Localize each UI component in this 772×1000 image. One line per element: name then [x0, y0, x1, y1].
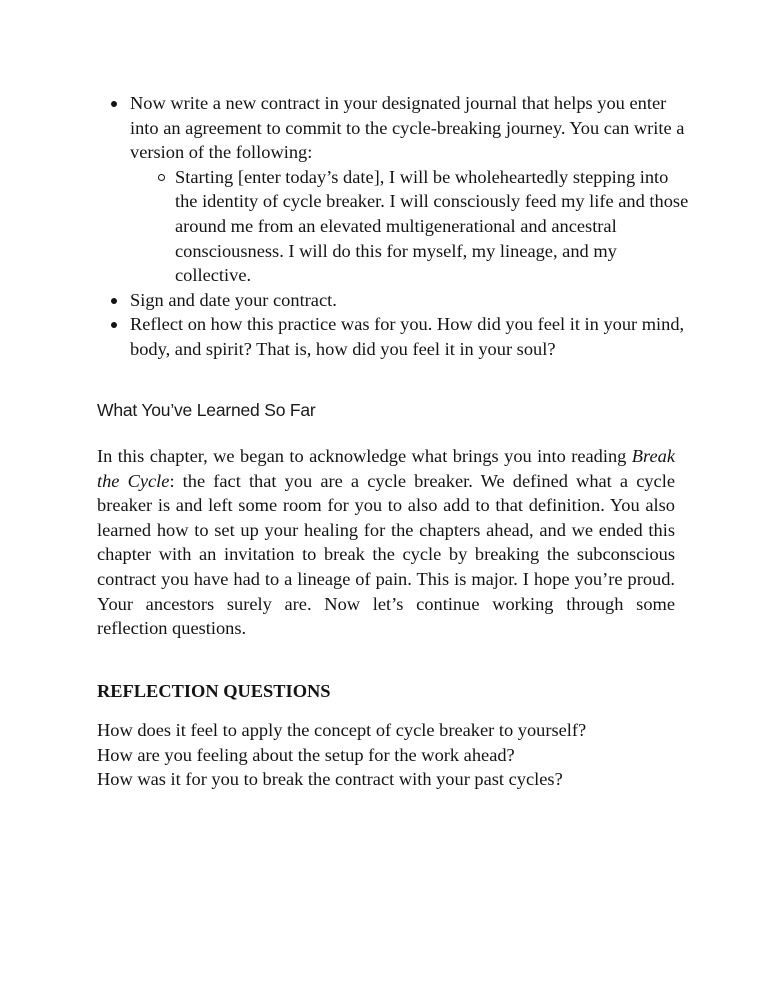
question-line: How was it for you to break the contract with your past cycles?	[97, 769, 563, 790]
paragraph-text-start: In this chapter, we began to acknowledge what brings you into reading	[97, 446, 632, 466]
sub-list-item	[155, 165, 690, 288]
paragraph-text-end: : the fact that you are a cycle breaker. We defined what a cycle breaker is and left some room for you to also add to that definition. You also learned how to set up your healing for the chapters ahead, and we ended this chapter with an invitation to break the cycle by breaking the subconscious contract you have had to a lineage of pain. This is major. I hope you’re proud. Your ancestors surely are. Now let’s continue working through some reflection questions.	[97, 470, 675, 639]
list-item	[110, 312, 690, 361]
question-line: How are you feeling about the setup for the work ahead?	[97, 744, 515, 765]
contract-template-text: Starting [enter today’s date], I will be wholeheartedly stepping into the identity of cycle breaker. I will consciously feed my life and those around me from an elevated multigenerational and ancestral consciousness. I will do this for myself, my lineage, and my collective.	[175, 166, 689, 286]
list-item	[110, 288, 690, 313]
reflection-heading: REFLECTION QUESTIONS	[97, 681, 331, 701]
list-item	[110, 91, 690, 288]
summary-paragraph	[97, 444, 675, 641]
bullet-text-new-contract: Now write a new contract in your designated journal that helps you enter into an agreement to commit to the cycle-breaking journey. You can write a version of the following:	[130, 93, 685, 163]
bullet-text-sign: Sign and date your contract.	[130, 289, 337, 310]
reflection-questions	[97, 718, 697, 792]
book-title: Break the Cycle	[97, 446, 675, 491]
sub-list	[130, 165, 690, 288]
instruction-list	[110, 91, 690, 362]
section-heading: What You’ve Learned So Far	[97, 400, 316, 420]
bullet-text-reflect: Reflect on how this practice was for you. How did you feel it in your mind, body, and spirit? That is, how did you feel it in your soul?	[130, 314, 685, 359]
question-line: How does it feel to apply the concept of cycle breaker to yourself?	[97, 720, 587, 740]
